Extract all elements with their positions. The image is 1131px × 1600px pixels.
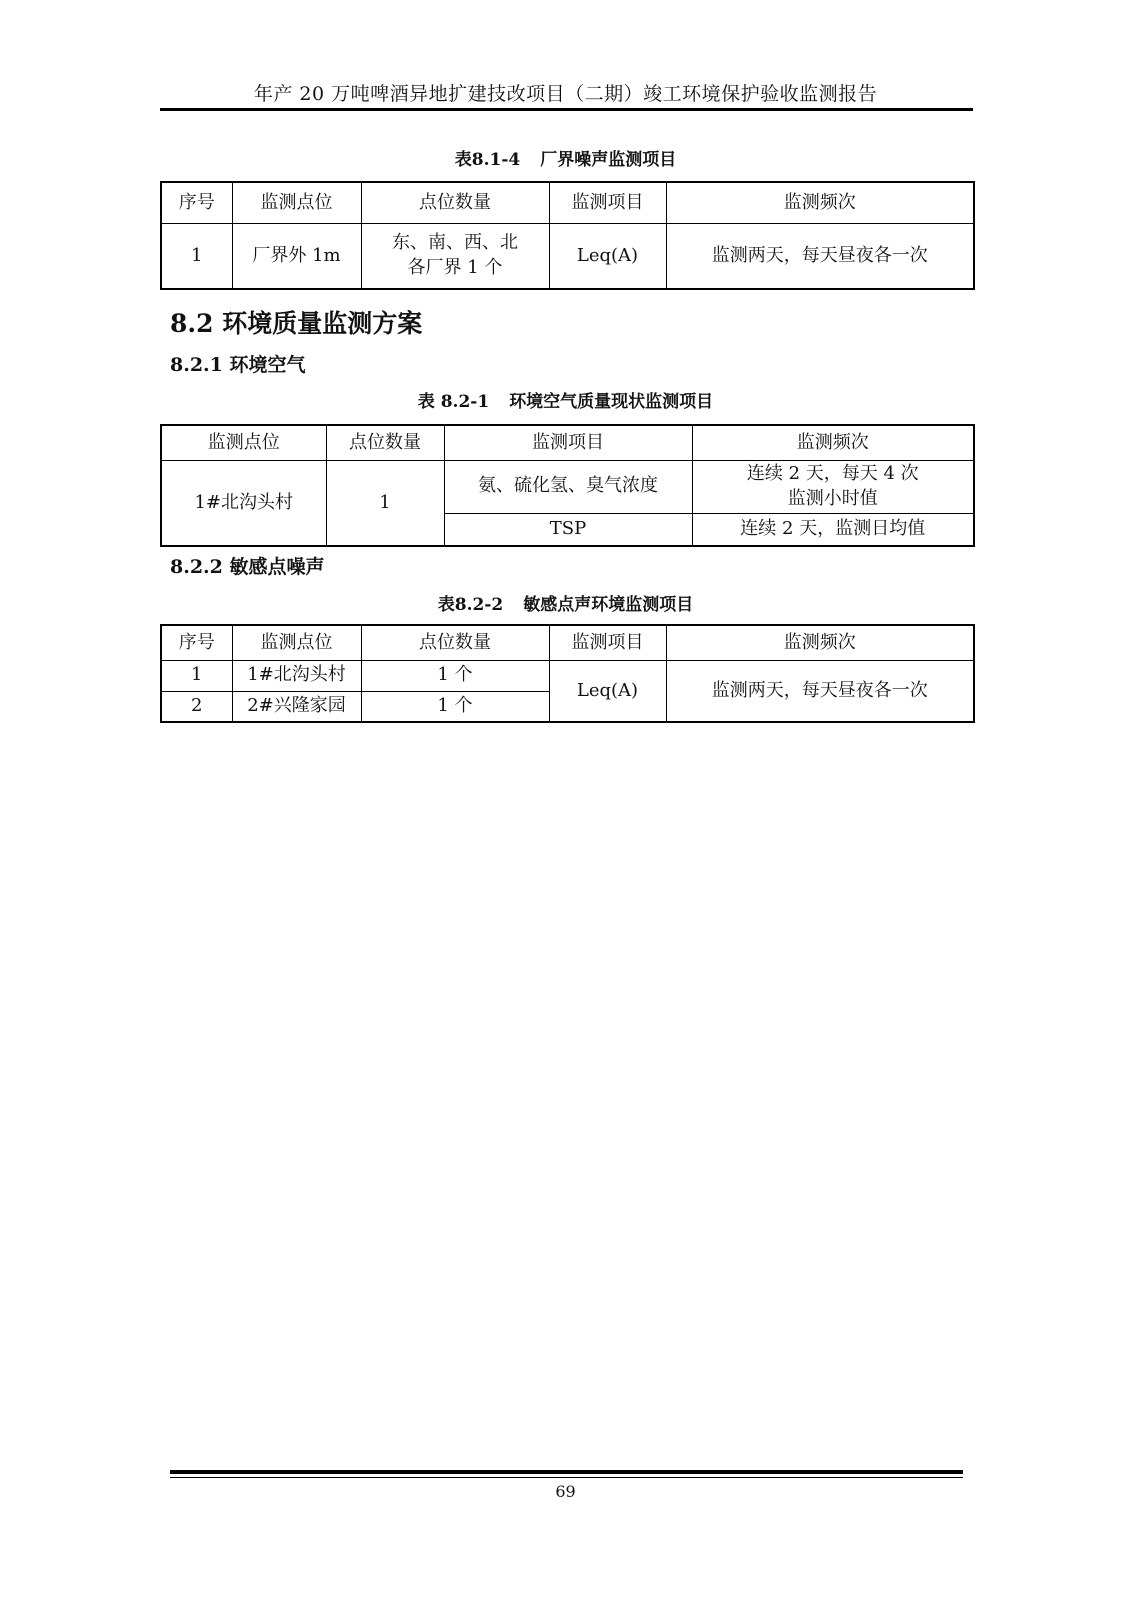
header-cell: 监测项目 xyxy=(549,625,666,660)
table-cell xyxy=(361,223,549,289)
footer-rule-thin xyxy=(170,1477,963,1478)
cell-line: 各厂界 1 个 xyxy=(407,256,503,278)
table-8-2-1-caption xyxy=(0,387,1131,412)
table-8-1-4-caption-number: 表8.1-4 xyxy=(454,150,521,170)
table-cell: 2#兴隆家园 xyxy=(232,691,361,722)
table-row xyxy=(161,223,974,289)
table-header-row xyxy=(161,625,974,660)
header-cell: 监测点位 xyxy=(161,425,326,460)
table-8-2-1 xyxy=(160,424,975,547)
document-header-title: 年产 20 万吨啤酒异地扩建技改项目（二期）竣工环境保护验收监测报告 xyxy=(253,83,878,105)
cell-line: 连续 2 天，每天 4 次 xyxy=(746,463,919,485)
header-cell: 点位数量 xyxy=(361,182,549,223)
table-8-2-2-caption-number: 表8.2-2 xyxy=(437,595,504,615)
table-cell-count: 1 xyxy=(326,460,444,546)
cell-line: 东、南、西、北 xyxy=(392,232,518,254)
table-8-2-1-caption-number: 表 8.2-1 xyxy=(417,392,490,412)
header-cell: 监测项目 xyxy=(444,425,692,460)
table-8-1-4-caption-title: 厂界噪声监测项目 xyxy=(540,150,677,170)
table-row xyxy=(161,460,974,513)
table-cell: 1 个 xyxy=(361,660,549,691)
table-cell-item: 氨、硫化氢、臭气浓度 xyxy=(444,460,692,513)
table-cell: Leq(A) xyxy=(549,223,666,289)
table-row xyxy=(161,660,974,691)
table-cell: 厂界外 1m xyxy=(232,223,361,289)
header-cell: 序号 xyxy=(161,182,232,223)
header-cell: 序号 xyxy=(161,625,232,660)
table-cell: 1 xyxy=(161,660,232,691)
section-heading-8-2: 8.2 环境质量监测方案 xyxy=(170,309,423,338)
table-cell: 1#北沟头村 xyxy=(232,660,361,691)
table-cell-point: 1#北沟头村 xyxy=(161,460,326,546)
table-cell-item: TSP xyxy=(444,513,692,546)
table-cell-freq: 连续 2 天，监测日均值 xyxy=(692,513,974,546)
table-cell: 2 xyxy=(161,691,232,722)
table-8-1-4 xyxy=(160,181,975,290)
header-cell: 监测点位 xyxy=(232,182,361,223)
table-8-2-2-caption-title: 敏感点声环境监测项目 xyxy=(523,595,694,615)
section-heading-8-2-2: 8.2.2 敏感点噪声 xyxy=(170,556,325,578)
header-cell: 监测频次 xyxy=(692,425,974,460)
table-cell: 监测两天，每天昼夜各一次 xyxy=(666,223,974,289)
table-8-1-4-caption xyxy=(0,145,1131,170)
header-cell: 监测项目 xyxy=(549,182,666,223)
table-cell-freq: 监测两天，每天昼夜各一次 xyxy=(666,660,974,722)
table-8-2-2-caption xyxy=(0,590,1131,615)
table-header-row xyxy=(161,182,974,223)
header-cell: 监测频次 xyxy=(666,625,974,660)
table-cell: 1 xyxy=(161,223,232,289)
section-heading-8-2-1: 8.2.1 环境空气 xyxy=(170,354,306,376)
table-8-2-2 xyxy=(160,624,975,723)
footer-rule-thick xyxy=(170,1470,963,1474)
header-cell: 点位数量 xyxy=(326,425,444,460)
cell-line: 监测小时值 xyxy=(787,487,878,509)
table-header-row xyxy=(161,425,974,460)
header-cell: 监测点位 xyxy=(232,625,361,660)
table-cell: 1 个 xyxy=(361,691,549,722)
header-cell: 监测频次 xyxy=(666,182,974,223)
header-rule xyxy=(160,108,973,111)
table-cell-freq xyxy=(692,460,974,513)
header-cell: 点位数量 xyxy=(361,625,549,660)
table-cell-item: Leq(A) xyxy=(549,660,666,722)
page-number: 69 xyxy=(555,1482,576,1501)
table-8-2-1-caption-title: 环境空气质量现状监测项目 xyxy=(509,392,714,412)
